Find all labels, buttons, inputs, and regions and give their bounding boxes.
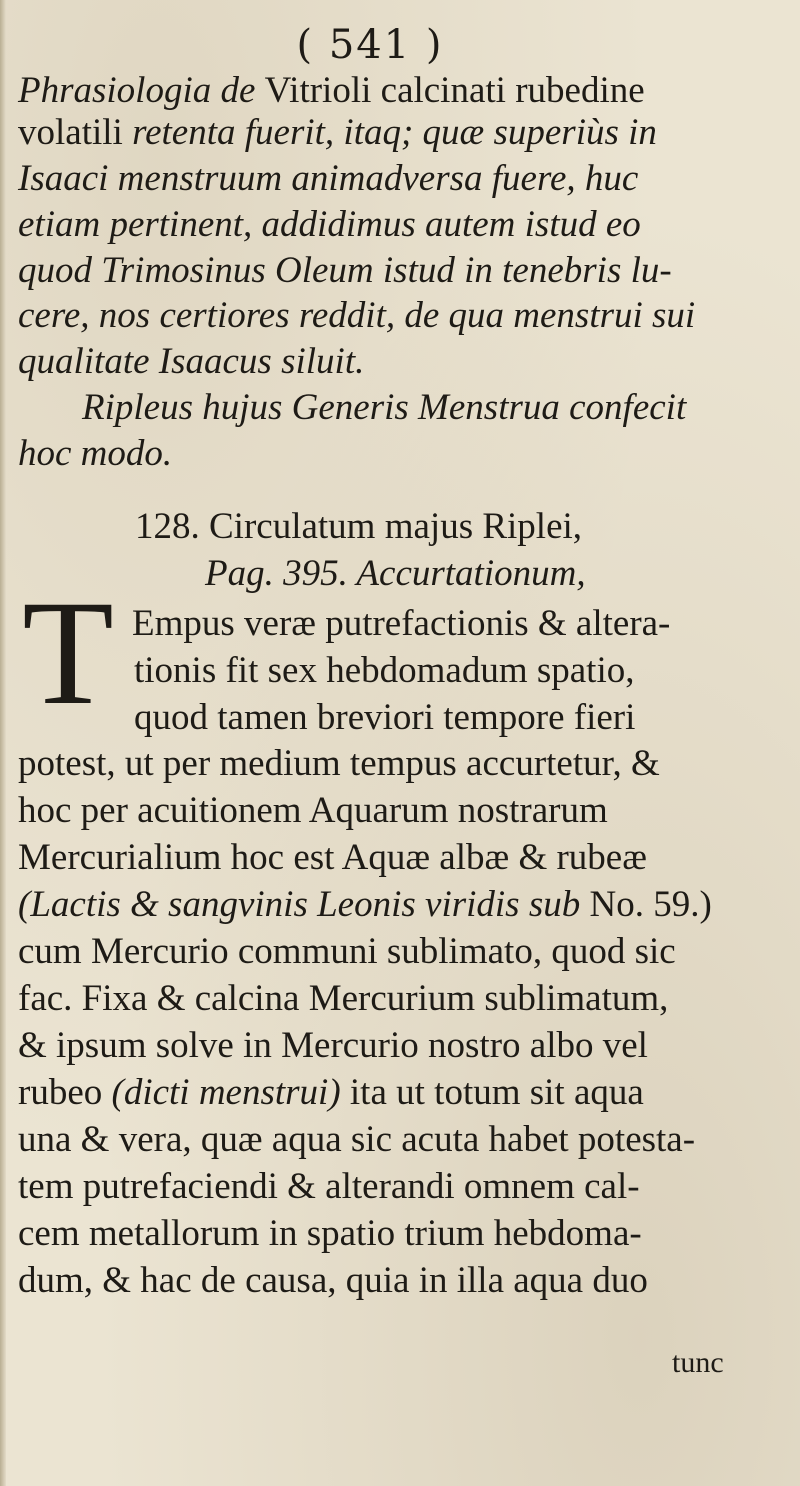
body-line <box>18 1074 644 1111</box>
text-line <box>18 114 657 151</box>
body-line: fac. Fixa & calcina Mercurium sublimatum, <box>18 978 669 1019</box>
body-line: Empus veræ putrefactionis & altera- <box>132 603 671 644</box>
body-line: hoc per acuitionem Aquarum nostrarum <box>18 790 608 831</box>
body-line: cum Mercurio communi sublimato, quod sic <box>18 931 676 972</box>
text-segment: (Lactis & sangvinis Leonis viridis sub <box>18 884 590 925</box>
text-segment: volatili <box>18 112 133 153</box>
section-subtitle: Pag. 395. Accurtationum, <box>205 553 586 594</box>
body-line: potest, ut per medium tempus accurtetur, & <box>18 743 660 784</box>
body-line: Mercurialium hoc est Aquæ albæ & rubeæ <box>18 837 647 878</box>
text-segment: rubeo <box>18 1072 112 1113</box>
page-number: ( 541 ) <box>296 22 444 68</box>
text-line: qualitate Isaacus siluit. <box>18 341 365 382</box>
body-line: tem putrefaciendi & alterandi omnem cal- <box>18 1166 640 1207</box>
catchword: tunc <box>672 1346 724 1379</box>
text-line: quod Trimosinus Oleum istud in tenebris lu- <box>18 250 672 291</box>
drop-cap: T <box>22 570 114 736</box>
page-gutter <box>0 0 6 1486</box>
body-line: & ipsum solve in Mercurio nostro albo vel <box>18 1025 648 1066</box>
section-title: 128. Circulatum majus Riplei, <box>135 506 583 547</box>
text-line: Isaaci menstruum animadversa fuere, huc <box>18 158 639 199</box>
body-line: quod tamen breviori tempore fieri <box>134 697 636 738</box>
body-line <box>18 886 712 923</box>
body-line: una & vera, quæ aqua sic acuta habet potesta- <box>18 1119 696 1160</box>
body-line: dum, & hac de causa, quia in illa aqua duo <box>18 1260 648 1301</box>
text-segment: (dicti menstrui) <box>111 1072 341 1113</box>
text-segment: No. 59.) <box>589 884 712 925</box>
body-line: tionis fit sex hebdomadum spatio, <box>134 650 635 691</box>
text-segment: Phrasiologia de <box>18 70 265 111</box>
body-line: cem metallorum in spatio trium hebdoma- <box>18 1213 642 1254</box>
text-line: hoc modo. <box>18 433 173 474</box>
text-line: cere, nos certiores reddit, de qua menstrui sui <box>18 295 696 336</box>
text-segment: retenta fuerit, itaq; quæ superiùs in <box>132 112 657 153</box>
text-line: Ripleus hujus Generis Menstrua confecit <box>82 387 687 428</box>
text-segment: Vitrioli calcinati rubedine <box>264 70 645 111</box>
text-line <box>18 72 645 109</box>
text-line: etiam pertinent, addidimus autem istud eo <box>18 204 641 245</box>
text-segment: ita ut totum sit aqua <box>340 1072 644 1113</box>
